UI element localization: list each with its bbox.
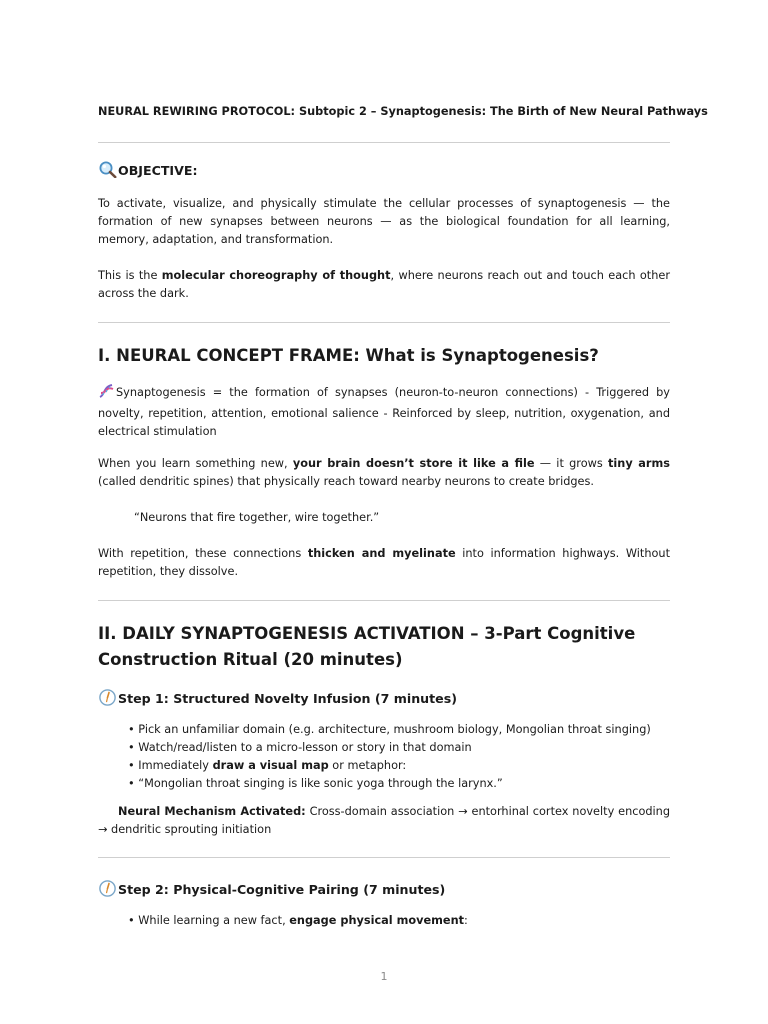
list-item: • Immediately draw a visual map or metaphor: bbox=[128, 759, 407, 772]
synaptogenesis-definition: Synaptogenesis = the formation of synapses (neuron-to-neuron connections) - Triggered by novelty, repetition, attention, emotional salience - Reinforced by sleep, nutrition, oxygenation, and electrical stimulation bbox=[98, 383, 670, 441]
section-1-heading: I. NEURAL CONCEPT FRAME: What is Synaptogenesis? bbox=[98, 346, 599, 365]
stopwatch-icon bbox=[98, 879, 117, 902]
document-title: NEURAL REWIRING PROTOCOL: Subtopic 2 – Synaptogenesis: The Birth of New Neural Pathways bbox=[98, 105, 708, 118]
list-item: • While learning a new fact, engage physical movement: bbox=[128, 914, 468, 927]
objective-heading-row bbox=[98, 161, 670, 183]
list-item: • Pick an unfamiliar domain (e.g. architecture, mushroom biology, Mongolian throat singing) bbox=[128, 723, 651, 736]
learning-paragraph: When you learn something new, your brain doesn’t store it like a file — it grows tiny arms (called dendritic spines) that physically reach toward nearby neurons to create bridges. bbox=[98, 457, 670, 488]
step-1-title: Step 1: Structured Novelty Infusion (7 minutes) bbox=[118, 691, 457, 706]
list-item: • Watch/read/listen to a micro-lesson or story in that domain bbox=[128, 741, 472, 754]
magnifier-icon bbox=[98, 161, 117, 183]
repetition-paragraph: With repetition, these connections thicken and myelinate into information highways. Without repetition, they dissolve. bbox=[98, 547, 670, 578]
hebbian-quote: “Neurons that fire together, wire together.” bbox=[134, 511, 380, 524]
dna-icon bbox=[98, 383, 115, 405]
step-1-list bbox=[128, 721, 668, 793]
objective-heading: OBJECTIVE: bbox=[118, 163, 198, 178]
step-2-list bbox=[128, 912, 668, 930]
page-number: 1 bbox=[380, 970, 388, 983]
step-2-title: Step 2: Physical-Cognitive Pairing (7 minutes) bbox=[118, 882, 446, 897]
divider bbox=[98, 322, 670, 323]
step-1-heading-row bbox=[98, 688, 670, 711]
neural-mechanism: Neural Mechanism Activated: Cross-domain association → entorhinal cortex novelty encoding → dendritic sprouting initiation bbox=[98, 805, 671, 836]
step-2-heading-row bbox=[98, 879, 670, 902]
stopwatch-icon bbox=[98, 688, 117, 711]
divider bbox=[98, 600, 670, 601]
objective-summary: This is the molecular choreography of thought, where neurons reach out and touch each other across the dark. bbox=[98, 269, 670, 300]
divider bbox=[98, 142, 670, 143]
divider bbox=[98, 857, 670, 858]
section-2-heading: II. DAILY SYNAPTOGENESIS ACTIVATION – 3-Part Cognitive Construction Ritual (20 minutes) bbox=[98, 624, 636, 669]
objective-paragraph: To activate, visualize, and physically stimulate the cellular processes of synaptogenesis — the formation of new synapses between neurons — as the biological foundation for all learning, memory, adaptation, and transformation. bbox=[98, 197, 670, 246]
list-item: • “Mongolian throat singing is like sonic yoga through the larynx.” bbox=[128, 777, 503, 790]
